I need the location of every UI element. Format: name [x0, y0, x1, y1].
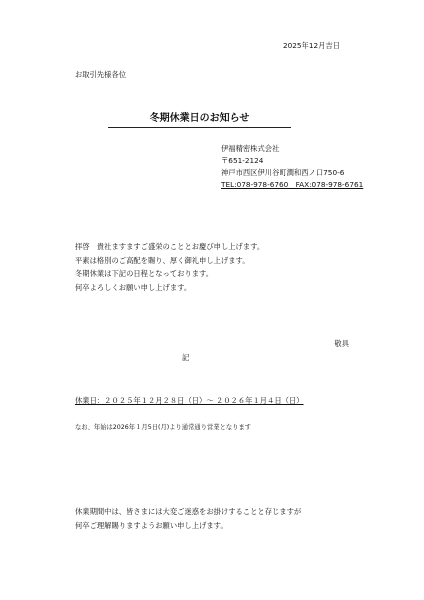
footer-line: 休業期間中は、皆さまには大変ご迷惑をお掛けすることと存じますが [75, 507, 302, 516]
sender-contact: TEL:078-978-6760 FAX:078-978-6761 [221, 180, 364, 189]
body-line: 何卒よろしくお願い申し上げます。 [75, 282, 192, 292]
recipient: お取引先様各位 [75, 70, 127, 79]
issue-date: 2025年12月吉日 [282, 41, 340, 50]
closing-keigu: 敬具 [334, 339, 349, 348]
sender-address: 神戸市西区伊川谷町潤和西ノ口750-6 [221, 168, 345, 177]
body-line: 平素は格別のご高配を賜り、厚く御礼申し上げます。 [75, 255, 250, 265]
reopening-note: なお、年始は2026年１月5日(月)より通常通り営業となります [75, 424, 252, 431]
holiday-period: 休業日：２０２５年１２月２８日（日）～ ２０２６年１月４日（日） [75, 396, 304, 405]
document-title: 冬期休業日のお知らせ [149, 113, 250, 124]
ki-marker: 記 [182, 353, 190, 362]
closing-remarks [75, 505, 301, 533]
footer-line: 何卒ご理解賜りますようお願い申し上げます。 [75, 521, 228, 530]
sender-block [221, 143, 363, 191]
body-line: 拝啓 貴社ますますご盛栄のこととお慶び申し上げます。 [75, 242, 265, 251]
body-line: 冬期休業は下記の日程となっております。 [75, 269, 214, 278]
title-underline [108, 127, 291, 128]
sender-company: 伊福精密株式会社 [221, 144, 280, 153]
sender-postal-code: 〒651-2124 [221, 156, 264, 165]
greeting-body [75, 240, 264, 294]
